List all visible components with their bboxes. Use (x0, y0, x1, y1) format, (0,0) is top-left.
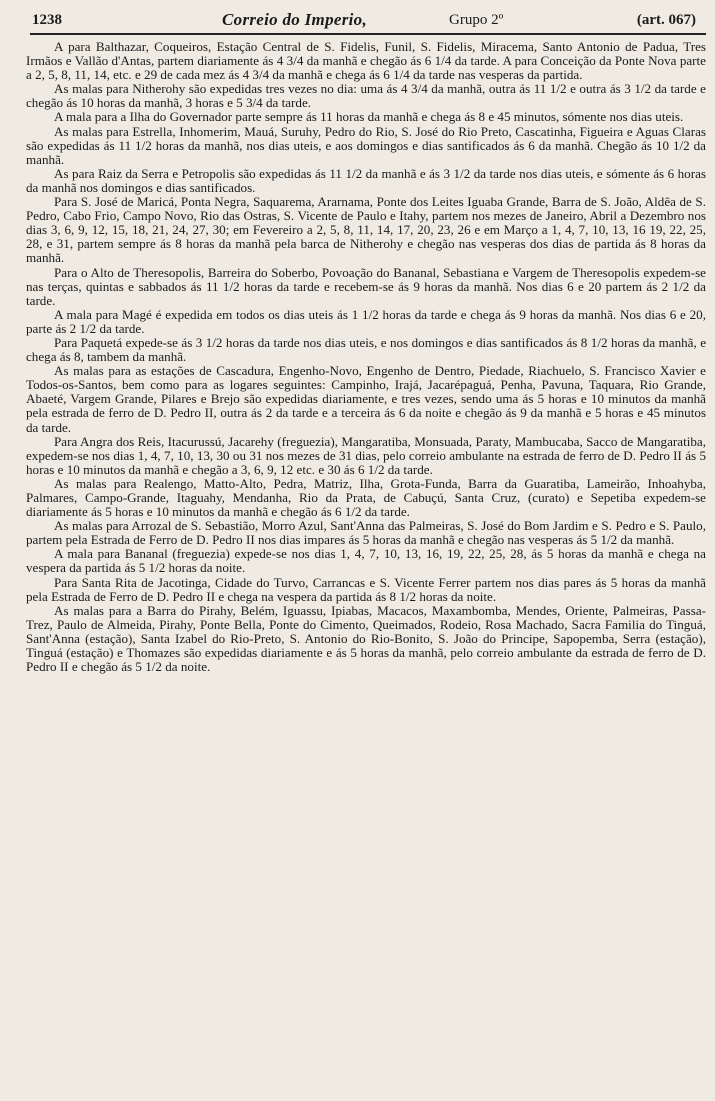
paragraph: A mala para a Ilha do Governador parte sempre ás 11 horas da manhã e chega ás 8 e 45 minutos, sómente nos dias uteis. (54, 109, 684, 125)
header-rule (30, 33, 706, 35)
paragraph: As malas para as estações de Cascadura, Engenho-Novo, Engenho de Dentro, Piedade, Riachuelo, S. Francisco Xavier e Todos-os-Santos, bem como para as logares seguintes: Campinho, Irajá, Jacarépaguá, Penha, Pavuna, Taquara, Rio Grande, Abaeté, Vargem Grande, Pilares e Brejo são expedidas diariamente, e tres vezes, sendo uma ás 5 horas e 10 minutos da manhã pela estrada de ferro de D. Pedro II, outra ás 2 da tarde e a terceira ás 6 da noite e chegão ás 9 da manhã e 5 horas e 45 minutos da tarde. (26, 363, 706, 435)
paragraph: As malas para Nitherohy são expedidas tres vezes no dia: uma ás 4 3/4 da manhã, outra ás 11 1/2 e outra ás 3 1/2 da tarde e chegão ás 10 horas da manhã, 3 horas e 5 3/4 da tarde. (26, 81, 706, 111)
paragraph: As para Raiz da Serra e Petropolis são expedidas ás 11 1/2 da manhã e ás 3 1/2 da tarde nos dias uteis, e sómente ás 6 horas da manhã nos domingos e dias santificados. (26, 165, 706, 195)
paragraph: Para o Alto de Theresopolis, Barreira do Soberbo, Povoação do Bananal, Sebastiana e Vargem de Theresopolis expedem-se nas terças, quintas e sabbados ás 11 1/2 horas da tarde e recebem-se ás 9 horas da manhã. Nos dias 6 e 20 partem ás 2 1/2 da tarde. (26, 264, 706, 308)
paragraph: A para Balthazar, Coqueiros, Estação Central de S. Fidelis, Funil, S. Fidelis, Miracema, Santo Antonio de Padua, Tres Irmãos e Vallão d'Antas, partem diariamente ás 4 3/4 da manhã e chegão ás 6 1/4 da tarde. A para Conceição da Ponte Nova parte a 2, 5, 8, 11, 14, etc. e 29 de cada mez ás 4 3/4 da manhã e chega ás 6 1/4 da tarde nas vesperas da partida. (26, 39, 706, 83)
paragraph: Para Angra dos Reis, Itacurussú, Jacarehy (freguezia), Mangaratiba, Monsuada, Paraty, Mambucaba, Sacco de Mangaratiba, expedem-se nos dias 1, 4, 7, 10, 13, 30 ou 31 nos mezes de 31 dias, pelo correio ambulante na estrada de ferro de D. Pedro II ás 5 horas e 10 minutos da manhã e chegão a 3, 6, 9, 12 etc. e 30 ás 6 1/2 da tarde. (26, 433, 706, 477)
group-label: Grupo 2º (449, 12, 504, 28)
page-number: 1238 (32, 12, 62, 28)
paragraph: Para S. José de Maricá, Ponta Negra, Saquarema, Ararnama, Ponte dos Leites Iguaba Grande, Barra de S. João, Aldêa de S. Pedro, Cabo Frio, Campo Novo, Rio das Ostras, S. Vicente de Paulo e Itahy, partem nos mezes de Janeiro, Abril a Dezembro nos dias 3, 6, 9, 12, 15, 18, 21, 24, 27, 30; em Fevereiro a 2, 5, 8, 11, 14, 17, 20, 23, 26 e em Março a 1, 4, 7, 10, 13, 16 19, 22, 25, 28, e 31, partem sempre ás 8 horas da manhã pela barca de Nitherohy e chegão nas vesperas dos dias de partida ás 8 horas da manhã. (26, 194, 706, 266)
article-body (26, 40, 706, 674)
paragraph: A mala para Magé é expedida em todos os dias uteis ás 1 1/2 horas da tarde e chega ás 9 horas da manhã. Nos dias 6 e 20, parte ás 2 1/2 da tarde. (26, 306, 706, 336)
paragraph: As malas para a Barra do Pirahy, Belém, Iguassu, Ipiabas, Macacos, Maxambomba, Mendes, Oriente, Palmeiras, Passa-Trez, Paulo de Almeida, Pirahy, Ponte Bella, Ponte do Cimento, Queimados, Rodeio, Rosa Machado, Sacra Familia do Tinguá, Sant'Anna (estação), Santa Izabel do Rio-Preto, S. Antonio do Rio-Bonito, S. João do Principe, Sapopemba, Serra (estação), Tinguá (estação) e Thomazes são expedidas diariamente e ás 5 horas da manhã, pelo correio ambulante da estrada de ferro de D. Pedro II e chegão ás 5 1/2 da noite. (26, 602, 706, 675)
paragraph: Para Paquetá expede-se ás 3 1/2 horas da tarde nos dias uteis, e nos domingos e dias santificados ás 8 1/2 horas da manhã, e chega ás 8, tambem da manhã. (26, 334, 706, 365)
paragraph: Para Santa Rita de Jacotinga, Cidade do Turvo, Carrancas e S. Vicente Ferrer partem nos dias pares ás 5 horas da manhã pela Estrada de Ferro de D. Pedro II e chega na vespera da partida ás 8 1/2 horas da noite. (26, 574, 706, 604)
page-header (22, 8, 706, 34)
paragraph: As malas para Arrozal de S. Sebastião, Morro Azul, Sant'Anna das Palmeiras, S. José do Bom Jardim e S. Pedro e S. Paulo, partem pela Estrada de Ferro de D. Pedro II nos dias impares ás 5 horas da manhã e chegão nas vesperas ás 5 1/2 da manhã. (26, 518, 706, 548)
paragraph: A mala para Bananal (freguezia) expede-se nos dias 1, 4, 7, 10, 13, 16, 19, 22, 25, 28, ás 5 horas da manhã e chega na vespera da partida ás 5 1/2 horas da noite. (26, 546, 706, 576)
paragraph: As malas para Estrella, Inhomerim, Mauá, Suruhy, Pedro do Rio, S. José do Rio Preto, Cascatinha, Figueira e Aguas Claras são expedidas ás 11 1/2 horas da manhã, nos dias uteis, e aos domingos e dias santificados ás 6 da manhã. Chegão ás 10 1/2 da manhã. (26, 123, 706, 167)
journal-title: Correio do Imperio, (222, 10, 368, 29)
paragraph: As malas para Realengo, Matto-Alto, Pedra, Matriz, Ilha, Grota-Funda, Barra da Guaratiba, Lameirão, Inhoahyba, Palmares, Campo-Grande, Itaguahy, Mendanha, Rio da Prata, de Cabuçú, Santa Cruz, (curato) e Sepetiba expedem-se diariamente ás 5 horas e 10 minutos da manhã e chegão ás 6 1/2 da tarde. (26, 475, 706, 520)
article-number: (art. 067) (636, 12, 696, 28)
